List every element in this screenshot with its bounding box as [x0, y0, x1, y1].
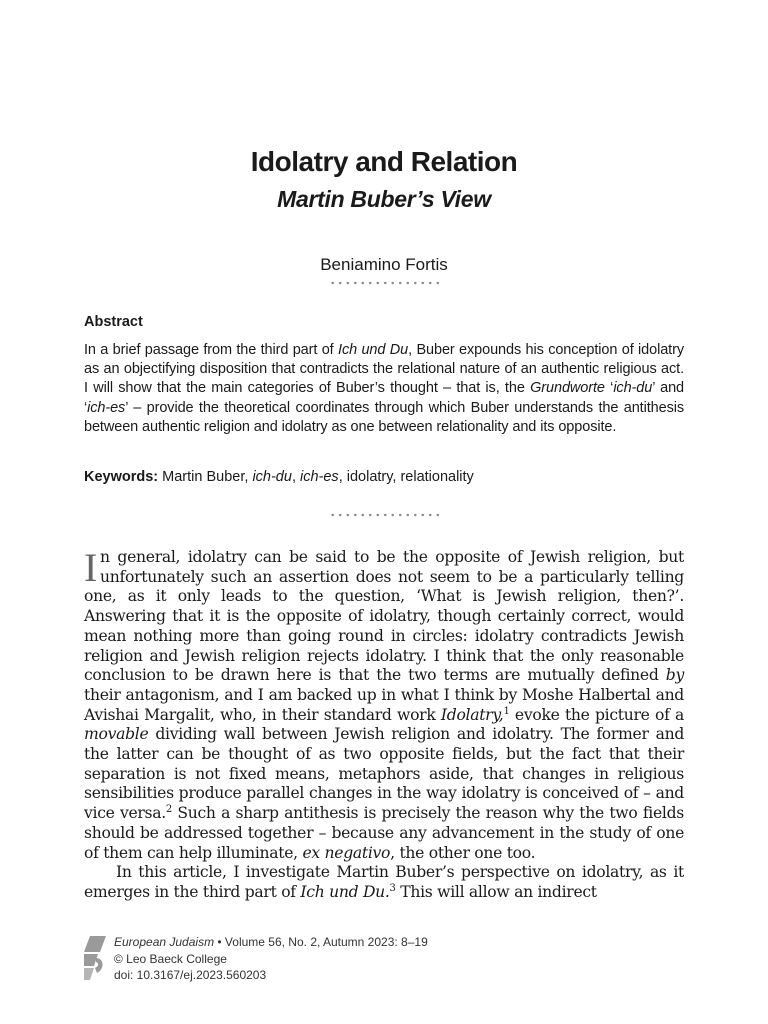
article-title: Idolatry and Relation [250, 146, 518, 177]
doi-link[interactable]: doi: 10.3167/ej.2023.560203 [114, 968, 267, 982]
article-body [84, 545, 684, 903]
journal-name: European Judaism [114, 935, 215, 949]
drop-cap: I [84, 545, 98, 590]
journal-citation: European Judaism • Volume 56, No. 2, Autumn 2023: 8–19 [114, 935, 428, 949]
footnote-ref-2[interactable]: 2 [165, 803, 172, 815]
copyright-line: © Leo Baeck College [114, 951, 227, 966]
article-subtitle: Martin Buber’s View [277, 186, 491, 212]
berghahn-logo-icon [84, 936, 106, 980]
abstract-heading: Abstract [84, 314, 143, 330]
keywords-line: Keywords: Martin Buber, ich-du, ich-es, idolatry, relationality [84, 469, 474, 485]
keywords-label: Keywords: [84, 469, 159, 485]
dotted-divider-top [329, 281, 441, 285]
footnote-ref-3[interactable]: 3 [389, 882, 396, 894]
abstract-body: In a brief passage from the third part of Ich und Du, Buber expounds his conception of idolatry as an objectifying disposition that contradicts the relational nature of an authentic religious act. I will show that the main categories of Buber’s thought – that is, the Grundworte ‘ich-du’ and ‘ich-es’ – provide the theoretical coordinates through which Buber understands the antithesis between authentic religion and idolatry as one between relationality and its opposite. [84, 342, 685, 435]
footnote-ref-1[interactable]: 1 [503, 705, 510, 717]
author-name: Beniamino Fortis [320, 255, 448, 274]
body-paragraph-1: In general, idolatry can be said to be the opposite of Jewish religion, but unfortunately such an assertion does not seem to be a particularly telling one, as it only leads to the question, ‘What is Jewish religion, then?’. Answering that it is the opposite of idolatry, though certainly correct, would mean nothing more than going round in circles: idolatry contradicts Jewish religion and Jewish religion rejects idolatry. I think that the only reasonable conclusion to be drawn here is that the two terms are mutually defined by their antagonism, and I am backed up in what I think by Moshe Halbertal and Avishai Margalit, who, in their standard work Idolatry,$^1$ evoke the picture of a movable dividing wall between Jewish religion and idolatry. The former and the latter can be thought of as two opposite fields, but the fact that their separation is not fixed means, metaphors aside, that changes in religious sensibilities produce parallel changes in the way idolatry is conceived of – and vice versa.$^2$ Such a sharp antithesis is precisely the reason why the two fields should be addressed together – because any advancement in the study of one of them can help illuminate, ex negativo, the other one too. [84, 545, 684, 862]
journal-footer [114, 934, 428, 984]
body-paragraph-2: In this article, I investigate Martin Buber’s perspective on idolatry, as it emerges in the third part of Ich und Du.$^3$ This will allow an indirect [84, 863, 684, 901]
dotted-divider-bottom [329, 513, 441, 517]
